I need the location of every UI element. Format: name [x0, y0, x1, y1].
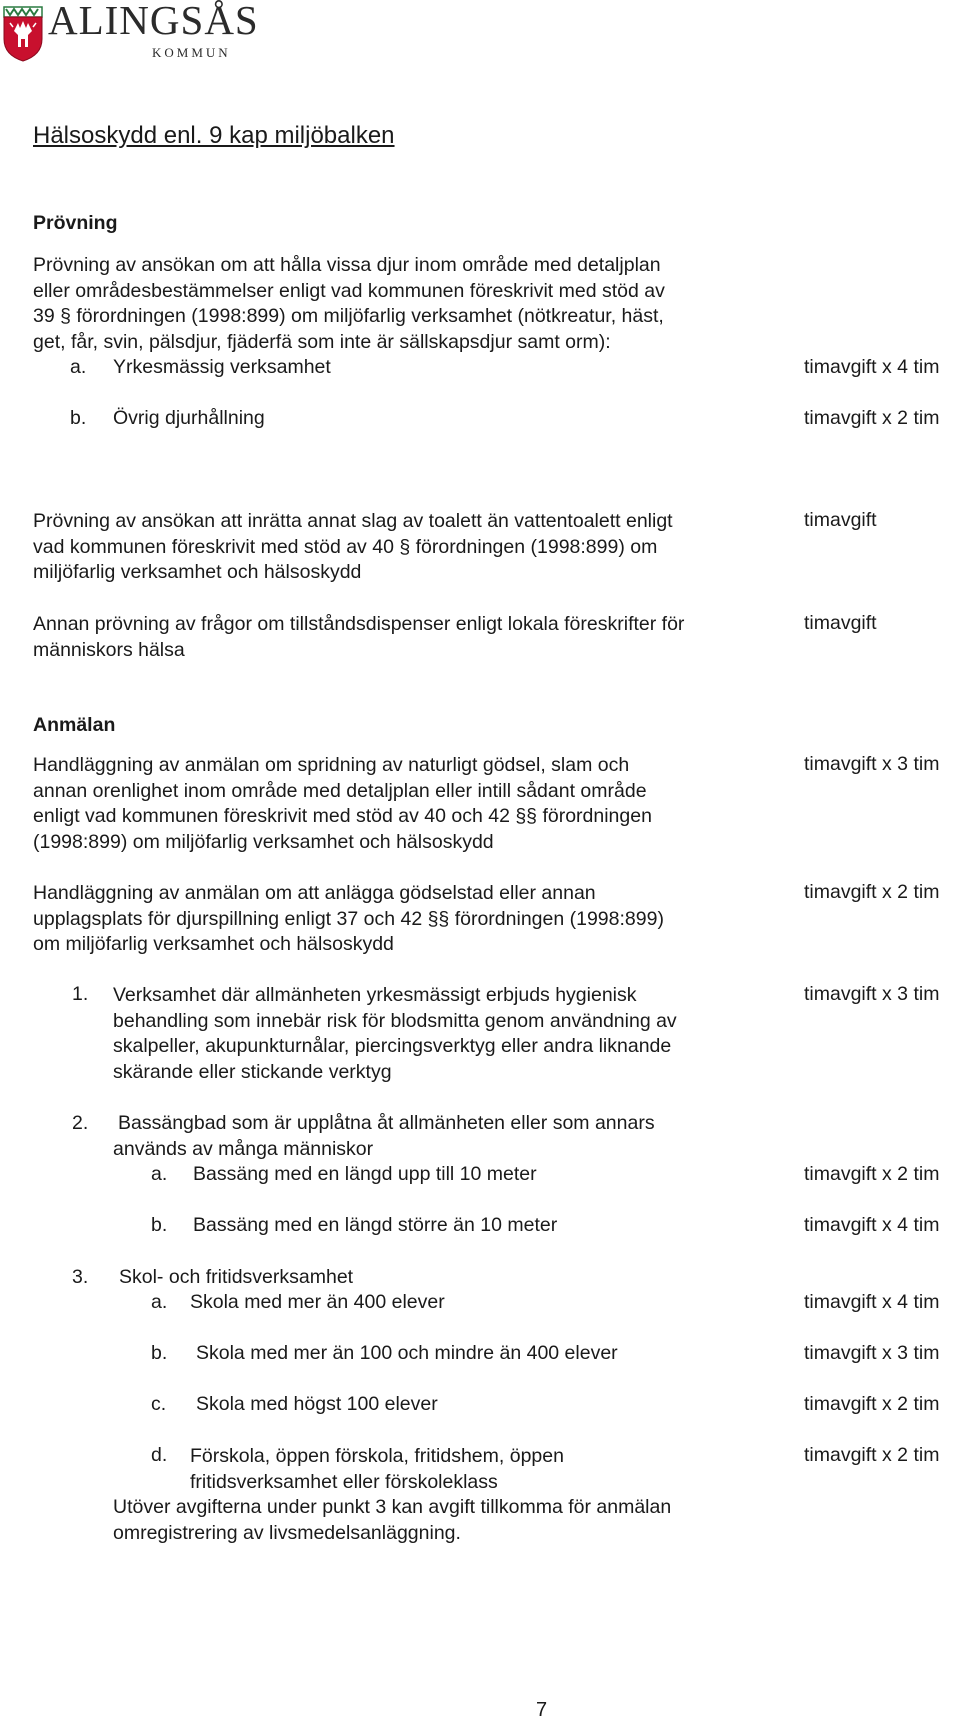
- paragraph-line: behandling som innebär risk för blodsmitta genom användning av: [113, 1009, 677, 1032]
- list-number: 2.: [72, 1112, 89, 1134]
- list-number: 3.: [72, 1266, 89, 1288]
- fee-value: timavgift x 2 tim: [804, 1393, 940, 1415]
- paragraph-line: skärande eller stickande verktyg: [113, 1060, 392, 1083]
- section-heading-provning: Prövning: [33, 212, 118, 234]
- fee-value: timavgift: [804, 612, 877, 634]
- list-marker: b.: [70, 407, 87, 429]
- list-item-label: Skola med högst 100 elever: [196, 1393, 438, 1415]
- fee-value: timavgift x 2 tim: [804, 1163, 940, 1185]
- section-heading-anmalan: Anmälan: [33, 714, 116, 736]
- paragraph-line: Annan prövning av frågor om tillståndsdispenser enligt lokala föreskrifter för: [33, 613, 685, 635]
- paragraph-line: annan orenlighet inom område med detaljplan eller intill sådant område: [33, 779, 647, 802]
- paragraph-line: Prövning av ansökan att inrätta annat slag av toalett än vattentoalett enligt: [33, 510, 673, 532]
- paragraph-line: enligt vad kommunen föreskrivit med stöd av 40 och 42 §§ förordningen: [33, 805, 652, 827]
- provning-intro-line: Prövning av ansökan om att hålla vissa djur inom område med detaljplan: [33, 254, 661, 276]
- toalett-paragraph: [33, 509, 780, 586]
- list-marker: a.: [151, 1291, 168, 1313]
- list-item-label: Övrig djurhållning: [113, 407, 265, 429]
- paragraph-line: Handläggning av anmälan om att anlägga gödselstad eller annan: [33, 882, 596, 904]
- list-marker: b.: [151, 1342, 168, 1364]
- annan-provning-paragraph: [33, 612, 780, 663]
- list-marker: c.: [151, 1393, 167, 1415]
- provning-intro-line: 39 § förordningen (1998:899) om miljöfarlig verksamhet (nötkreatur, häst,: [33, 305, 664, 327]
- paragraph-line: används av många människor: [113, 1137, 374, 1160]
- page-number: 7: [536, 1699, 548, 1721]
- coat-of-arms-icon: [2, 5, 44, 63]
- fee-value: timavgift x 2 tim: [804, 1444, 940, 1466]
- list-item-label: Yrkesmässig verksamhet: [113, 356, 331, 378]
- paragraph-line: Verksamhet där allmänheten yrkesmässigt erbjuds hygienisk: [113, 984, 637, 1006]
- list-number: 1.: [72, 983, 89, 1005]
- paragraph-line: om miljöfarlig verksamhet och hälsoskydd: [33, 933, 394, 955]
- provning-intro-line: eller områdesbestämmelser enligt vad kommunen föreskrivit med stöd av: [33, 279, 665, 302]
- list-item-label: Skola med mer än 400 elever: [190, 1291, 445, 1313]
- fee-value: timavgift x 3 tim: [804, 983, 940, 1005]
- paragraph-line: Handläggning av anmälan om spridning av naturligt gödsel, slam och: [33, 754, 630, 776]
- fee-value: timavgift x 2 tim: [804, 407, 940, 429]
- godselstad-paragraph: [33, 881, 780, 958]
- paragraph-line: Bassängbad som är upplåtna åt allmänheten eller som annars: [118, 1112, 655, 1134]
- paragraph-line: vad kommunen föreskrivit med stöd av 40 § förordningen (1998:899) om: [33, 535, 658, 558]
- fee-value: timavgift x 4 tim: [804, 356, 940, 378]
- fee-value: timavgift x 3 tim: [804, 1342, 940, 1364]
- paragraph-line: Utöver avgifterna under punkt 3 kan avgift tillkomma för anmälan: [113, 1496, 672, 1518]
- list-item-label: Bassäng med en längd större än 10 meter: [193, 1214, 558, 1236]
- paragraph-line: upplagsplats för djurspillning enligt 37 och 42 §§ förordningen (1998:899): [33, 907, 664, 930]
- paragraph-line: Förskola, öppen förskola, fritidshem, öppen: [190, 1445, 564, 1467]
- alingsas-logo: [2, 2, 267, 64]
- page-title: Hälsoskydd enl. 9 kap miljöbalken: [33, 122, 395, 149]
- fee-value: timavgift: [804, 509, 877, 531]
- paragraph-line: (1998:899) om miljöfarlig verksamhet och hälsoskydd: [33, 830, 494, 853]
- paragraph-line: miljöfarlig verksamhet och hälsoskydd: [33, 561, 362, 583]
- list-item-label: Bassäng med en längd upp till 10 meter: [193, 1163, 537, 1185]
- fee-value: timavgift x 4 tim: [804, 1291, 940, 1313]
- provning-intro-line: get, får, svin, pälsdjur, fjäderfä som inte är sällskapsdjur samt orm):: [33, 330, 611, 353]
- list-marker: a.: [70, 356, 87, 378]
- fee-value: timavgift x 2 tim: [804, 881, 940, 903]
- paragraph-line: människors hälsa: [33, 638, 185, 661]
- list-marker: b.: [151, 1214, 168, 1236]
- item1-text: [113, 983, 677, 1085]
- paragraph-line: fritidsverksamhet eller förskoleklass: [190, 1470, 498, 1493]
- logo-sub: KOMMUN: [152, 45, 231, 60]
- paragraph-line: omregistrering av livsmedelsanläggning.: [113, 1521, 461, 1544]
- godsel-paragraph: [33, 753, 780, 855]
- fee-value: timavgift x 3 tim: [804, 753, 940, 775]
- item3-note: [113, 1495, 671, 1546]
- list-marker: a.: [151, 1163, 168, 1185]
- list-marker: d.: [151, 1444, 168, 1466]
- list-item-label: Skol- och fritidsverksamhet: [119, 1266, 354, 1288]
- paragraph-line: skalpeller, akupunkturnålar, piercingsverktyg eller andra liknande: [113, 1035, 672, 1057]
- list-item-label: [190, 1444, 564, 1495]
- list-item-label: Skola med mer än 100 och mindre än 400 elever: [196, 1342, 618, 1364]
- fee-value: timavgift x 4 tim: [804, 1214, 940, 1236]
- logo-name: ALINGSÅS: [48, 0, 259, 43]
